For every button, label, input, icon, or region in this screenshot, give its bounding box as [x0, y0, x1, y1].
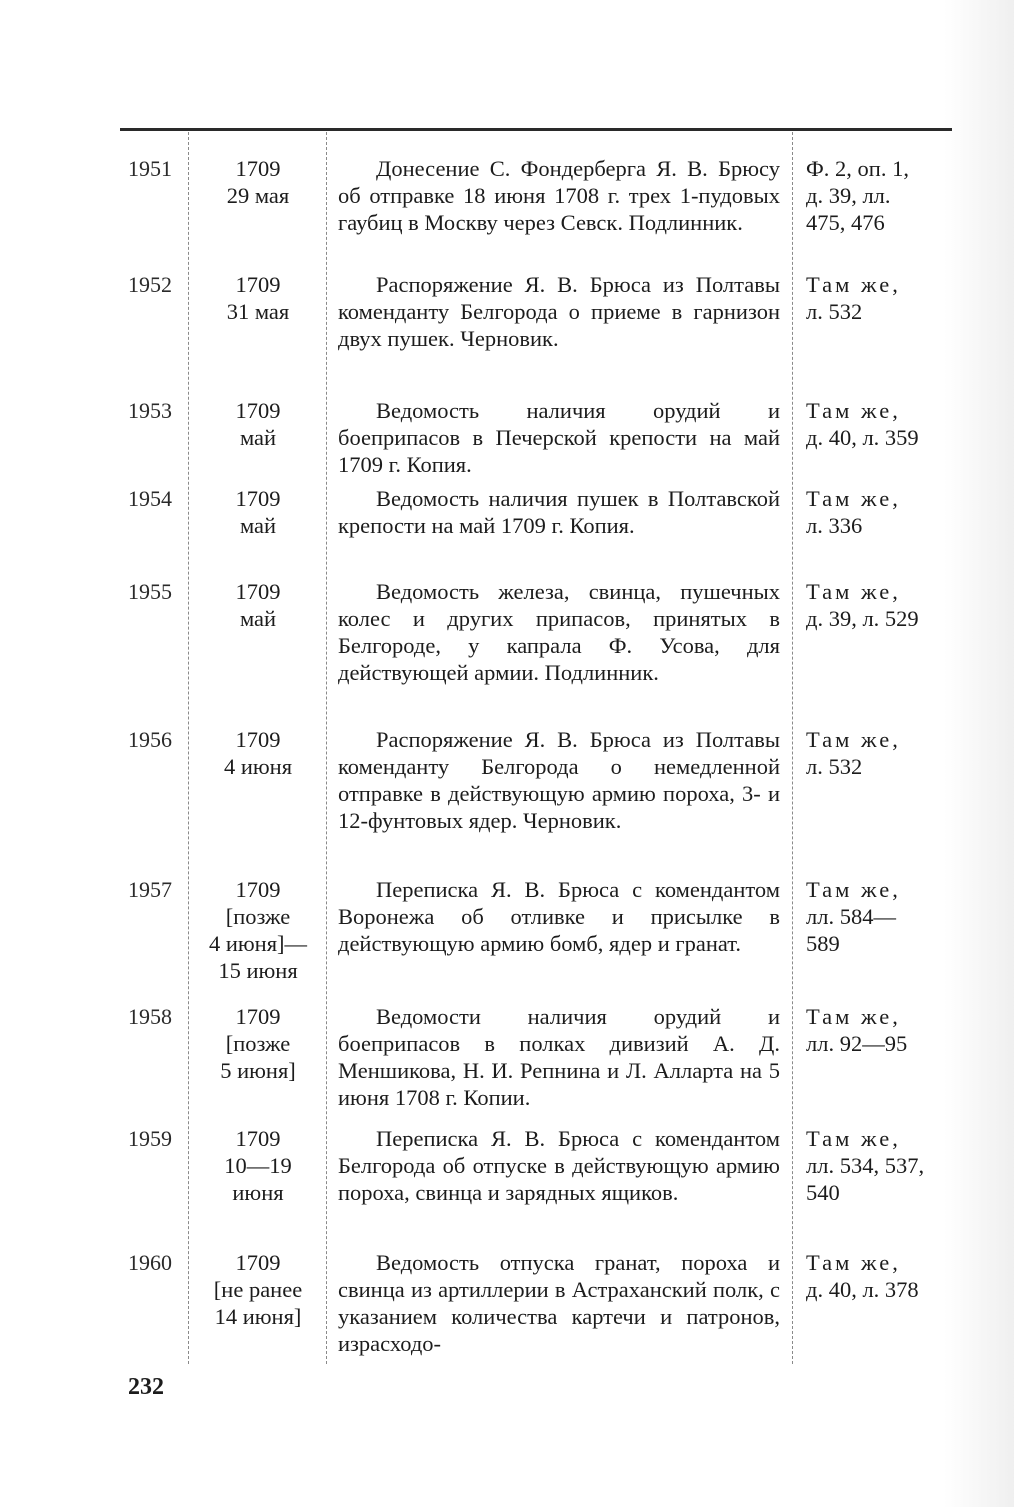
entry-number: 1954 — [128, 486, 172, 511]
entry-date: 1709 май — [235, 398, 281, 450]
entry-reference: Там же, лл. 92—95 — [806, 1004, 908, 1056]
table-row — [120, 1003, 960, 1125]
entry-date: 1709 [позже 4 июня]— 15 июня — [208, 877, 308, 983]
entry-number: 1958 — [128, 1004, 172, 1029]
entry-date: 1709 29 мая — [226, 156, 290, 208]
entry-description: Ведомость наличия пушек в Полтавской крепости на май 1709 г. Копия. — [338, 486, 780, 538]
entry-description: Ведомость железа, свинца, пушечных колес и других припасов, принятых в Белгороде, у капрала Ф. Усова, для действующей армии. Подлинник. — [338, 579, 780, 685]
entry-description: Ведомость отпуска гранат, пороха и свинца из артиллерии в Астраханский полк, с указанием количества картечи и патронов, израсходо- — [338, 1250, 780, 1356]
entry-number: 1952 — [128, 272, 172, 297]
entry-date: 1709 [позже 5 июня] — [220, 1004, 296, 1083]
table-row — [120, 485, 960, 578]
entry-reference: Там же, лл. 584— 589 — [806, 877, 901, 956]
table-row — [120, 397, 960, 485]
entry-date: 1709 4 июня — [223, 727, 293, 779]
entry-number: 1960 — [128, 1250, 172, 1275]
entry-reference: Там же, д. 39, л. 529 — [806, 579, 919, 631]
table-row — [120, 726, 960, 876]
entry-reference: Там же, л. 532 — [806, 727, 901, 779]
table-row — [120, 271, 960, 397]
entry-description: Распоряжение Я. В. Брюса из Полтавы коменданту Белгорода о приеме в гарнизон двух пушек. Черновик. — [338, 272, 780, 351]
entry-number: 1957 — [128, 877, 172, 902]
table-row — [120, 578, 960, 726]
entry-reference: Ф. 2, оп. 1, д. 39, лл. 475, 476 — [806, 156, 909, 235]
entry-description: Ведомость наличия орудий и боеприпасов в Печерской крепости на май 1709 г. Копия. — [338, 398, 780, 477]
entry-reference: Там же, д. 40, л. 359 — [806, 398, 919, 450]
entry-description: Донесение С. Фондерберга Я. В. Брюсу об отправке 18 июня 1708 г. трех 1-пудовых гаубиц в Москву через Севск. Подлинник. — [338, 156, 780, 235]
entry-description: Переписка Я. В. Брюса с комендантом Воронежа об отливке и присылке в действующую армию бомб, ядер и гранат. — [338, 877, 780, 956]
entry-date: 1709 [не ранее 14 июня] — [213, 1250, 303, 1329]
entry-date: 1709 31 мая — [226, 272, 290, 324]
entry-reference: Там же, лл. 534, 537, 540 — [806, 1126, 925, 1205]
entry-number: 1959 — [128, 1126, 172, 1151]
table-row — [120, 1125, 960, 1249]
table-row — [120, 155, 960, 271]
page-number: 232 — [128, 1374, 164, 1400]
entry-number: 1955 — [128, 579, 172, 604]
entry-description: Переписка Я. В. Брюса с комендантом Белгорода об отпуске в действующую армию пороха, свинца и зарядных ящиков. — [338, 1126, 780, 1205]
entry-reference: Там же, д. 40, л. 378 — [806, 1250, 919, 1302]
archive-table — [120, 155, 960, 1369]
entry-number: 1951 — [128, 156, 172, 181]
entry-description: Распоряжение Я. В. Брюса из Полтавы коменданту Белгорода о немедленной отправке в действующую армию пороха, 3- и 12-фунтовых ядер. Черновик. — [338, 727, 780, 833]
entry-reference: Там же, л. 336 — [806, 486, 901, 538]
table-row — [120, 876, 960, 1003]
entry-number: 1956 — [128, 727, 172, 752]
entry-description: Ведомости наличия орудий и боеприпасов в полках дивизий А. Д. Меншикова, Н. И. Репнина и Л. Алларта на 5 июня 1708 г. Копии. — [338, 1004, 780, 1110]
entry-reference: Там же, л. 532 — [806, 272, 901, 324]
entry-number: 1953 — [128, 398, 172, 423]
entry-date: 1709 10—19 июня — [224, 1126, 292, 1205]
table-top-rule — [120, 128, 952, 131]
entry-date: 1709 май — [235, 486, 281, 538]
entry-date: 1709 май — [235, 579, 281, 631]
table-row — [120, 1249, 960, 1369]
